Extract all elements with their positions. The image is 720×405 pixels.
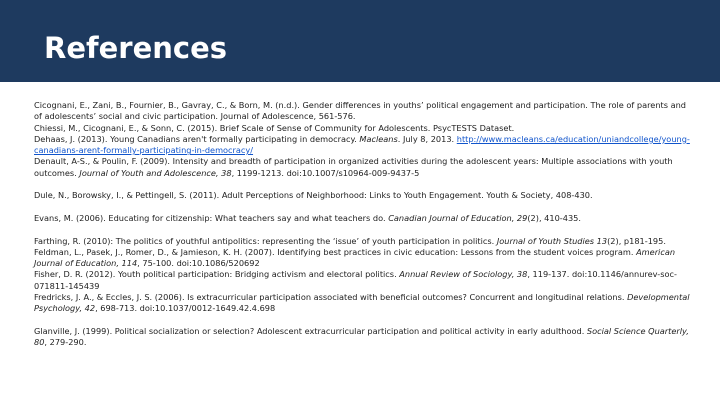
reference-entry [34,213,696,224]
reference-text: Fredricks, J. A., & Eccles, J. S. (2006). Is extracurricular participation associated with beneficial outcomes? Concurrent and longitudinal relations. [34,292,625,303]
reference-details: , 75-100. doi:10.1086/520692 [137,258,260,269]
reference-text: Chiessi, M., Cicognani, E., & Sonn, C. (2015). Brief Scale of Sense of Community for Adolescents. PsycTESTS Dataset. [34,122,515,133]
reference-source: Journal of Youth and Adolescence, 38 [79,167,232,178]
reference-text: Fisher, D. R. (2012). Youth political participation: Bridging activism and electoral politics. [34,269,397,280]
reference-text: Farthing, R. (2010): The politics of youthful antipolitics: representing the ‘issue’ of youth participation in politics. [34,235,495,246]
reference-source: Journal of Youth Studies 13 [496,235,608,246]
reference-entry [34,134,696,157]
reference-entry [34,190,696,201]
reference-source: American Journal of Education, 114 [34,246,676,269]
reference-text: Cicognani, E., Zani, B., Fournier, B., Gavray, C., & Born, M. (n.d.). Gender differences in youths’ political engagement and participation. The role of parents and of adolescents’ social and civic participation. Journal of Adolescence, 561-576. [34,100,687,122]
reference-source: Macleans [359,133,398,144]
reference-text: Feldman, L., Pasek, J., Romer, D., & Jamieson, K. H. (2007). Identifying best practices in civic education: Lessons from the student voices program. [34,246,634,257]
reference-details: , 698-713. doi:10.1037/0012-1649.42.4.698 [95,303,276,314]
reference-source: Canadian Journal of Education, 29 [388,212,528,223]
reference-source: Annual Review of Sociology, 38 [399,269,528,280]
reference-entry [34,292,696,315]
reference-details: (2), 410-435. [527,212,581,223]
reference-entry [34,247,696,270]
reference-entry [34,326,696,349]
reference-source: Developmental Psychology, 42 [34,292,690,314]
reference-text: Glanville, J. (1999). Political socialization or selection? Adolescent extracurricular participation and political activity in early adulthood. [34,325,585,336]
reference-details: , 1199-1213. doi:10.1007/s10964-009-9437-5 [231,167,420,178]
reference-list [34,100,696,349]
reference-text: Evans, M. (2006). Educating for citizenship: What teachers say and what teachers do. [34,212,386,223]
reference-source: Social Science Quarterly, 80 [34,325,689,348]
reference-text: Denault, A-S., & Poulin, F. (2009). Intensity and breadth of participation in organized activities during the adolescent years: Multiple associations with youth outcomes. [34,156,673,178]
reference-details: , 279-290. [44,337,87,348]
title-bar [0,0,720,82]
reference-entry [34,156,696,179]
reference-entry [34,269,696,292]
reference-link[interactable]: http://www.macleans.ca/education/uniandcollege/young-canadians-arent-formally-participating-in-democracy/ [34,133,690,156]
reference-details: , 119-137. doi:10.1146/annurev-soc-071811-145439 [34,269,677,291]
reference-details: (2), p181-195. [607,235,666,246]
reference-entry [34,100,696,123]
reference-entry [34,236,696,247]
reference-details: . July 8, 2013. [397,133,455,144]
page-title: References [44,31,228,65]
reference-text: Dule, N., Borowsky, I., & Pettingell, S. (2011). Adult Perceptions of Neighborhood: Links to Youth Engagement. Youth & Society, 408-430. [34,190,593,201]
reference-entry [34,123,696,134]
reference-text: Dehaas, J. (2013). Young Canadians aren't formally participating in democracy. [34,133,357,144]
